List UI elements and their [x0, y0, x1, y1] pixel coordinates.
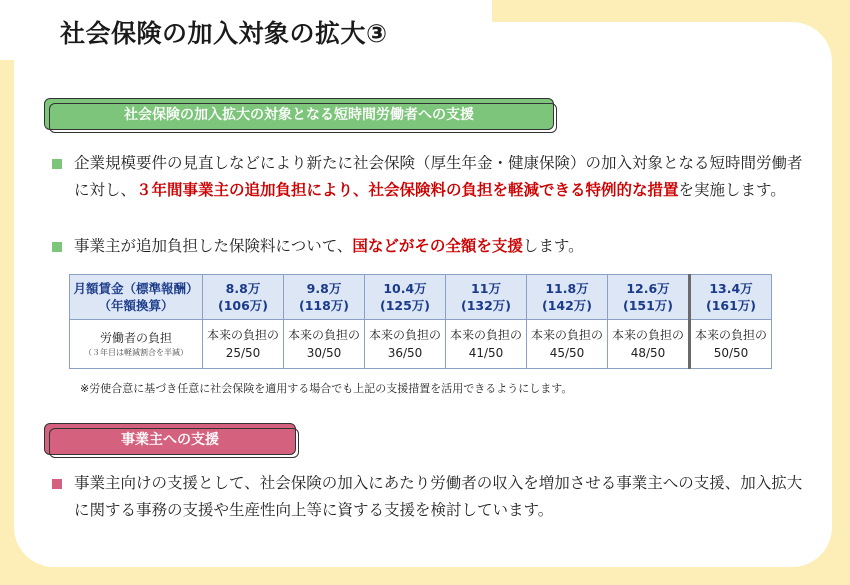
table-cell — [203, 320, 284, 369]
bullet-square-icon — [52, 159, 62, 169]
table-header-cell — [203, 275, 284, 320]
annual-value: (142万) — [541, 298, 593, 313]
bullet-item-special-measure — [52, 150, 812, 204]
burden-ratio: 48/50 — [630, 346, 666, 360]
bullet-text-plain: 事業主が追加負担した保険料について、 — [74, 237, 353, 255]
annual-value: (125万) — [379, 298, 431, 313]
wage-value: 12.6万 — [626, 281, 670, 296]
burden-text: 本来の負担の — [694, 328, 767, 342]
bullet-text-emphasis: ３年間事業主の追加負担により、社会保険料の負担を軽減できる特例的な措置 — [136, 181, 679, 199]
row-label-note: （３年目は軽減割合を半減） — [84, 348, 188, 357]
table-row — [70, 320, 772, 369]
bullet-text-emphasis: 国などがその全額を支援 — [352, 237, 523, 255]
bullet-text — [52, 150, 812, 204]
table-header-cell — [284, 275, 365, 320]
row-label-text: 労働者の負担 — [99, 331, 172, 345]
table-cell — [690, 320, 772, 369]
burden-ratio: 45/50 — [549, 346, 585, 360]
annual-value: (118万) — [298, 298, 350, 313]
annual-value: (132万) — [460, 298, 512, 313]
table-cell — [608, 320, 690, 369]
table-cell — [284, 320, 365, 369]
table-header-cell — [70, 275, 203, 320]
annual-value: (161万) — [705, 298, 757, 313]
bullet-text-plain: します。 — [522, 237, 584, 255]
wage-value: 9.8万 — [306, 281, 342, 296]
annual-value: (151万) — [622, 298, 674, 313]
table-header-row — [70, 275, 772, 320]
section-label-part-time-workers — [44, 98, 554, 130]
wage-burden-table — [69, 274, 772, 369]
burden-text: 本来の負担の — [449, 328, 522, 342]
burden-ratio: 36/50 — [387, 346, 423, 360]
table-cell — [446, 320, 527, 369]
table-header-cell — [608, 275, 690, 320]
burden-text: 本来の負担の — [368, 328, 441, 342]
bullet-item-government-support — [52, 233, 812, 260]
burden-text: 本来の負担の — [287, 328, 360, 342]
wage-value: 13.4万 — [709, 281, 753, 296]
section-label-employer-support — [44, 423, 296, 455]
bullet-text: 事業主向けの支援として、社会保険の加入にあたり労働者の収入を増加させる事業主への支援、加入拡大に関する事務の支援や生産性向上等に資する支援を検討しています。 — [74, 474, 803, 519]
burden-text: 本来の負担の — [611, 328, 684, 342]
table-header-cell — [365, 275, 446, 320]
bullet-text — [52, 233, 812, 260]
bullet-text-plain: を実施します。 — [678, 181, 786, 199]
wage-value: 11.8万 — [545, 281, 589, 296]
wage-value: 10.4万 — [383, 281, 427, 296]
table-header-cell — [527, 275, 608, 320]
header-label-wage: 月額賃金（標準報酬） — [73, 281, 199, 296]
annual-value: (106万) — [217, 298, 269, 313]
burden-text: 本来の負担の — [530, 328, 603, 342]
table-cell — [527, 320, 608, 369]
page-title: 社会保険の加入対象の拡大③ — [60, 19, 388, 48]
table-cell — [365, 320, 446, 369]
bullet-square-icon — [52, 479, 62, 489]
section-label-text: 社会保険の加入拡大の対象となる短時間労働者への支援 — [124, 107, 474, 123]
burden-text: 本来の負担の — [206, 328, 279, 342]
header-label-annual: （年額換算） — [98, 298, 174, 313]
burden-ratio: 30/50 — [306, 346, 342, 360]
table-row-label — [70, 320, 203, 369]
table-header-cell — [446, 275, 527, 320]
section-label-text: 事業主への支援 — [121, 432, 219, 448]
burden-ratio: 50/50 — [713, 346, 749, 360]
bullet-text-plain: 企業規模要件の見直しなどにより新たに社会保険（厚生年金・健康保険）の加入対象となる短時間労働者に対し、 — [74, 154, 803, 199]
burden-ratio: 41/50 — [468, 346, 504, 360]
table-footnote: ※労使合意に基づき任意に社会保険を適用する場合でも上記の支援措置を活用できるようにします。 — [80, 382, 573, 395]
table-header-cell — [690, 275, 772, 320]
wage-value: 8.8万 — [225, 281, 261, 296]
wage-value: 11万 — [471, 281, 501, 296]
bullet-square-icon — [52, 242, 62, 252]
burden-ratio: 25/50 — [225, 346, 261, 360]
bullet-item-employer-support — [52, 470, 812, 524]
